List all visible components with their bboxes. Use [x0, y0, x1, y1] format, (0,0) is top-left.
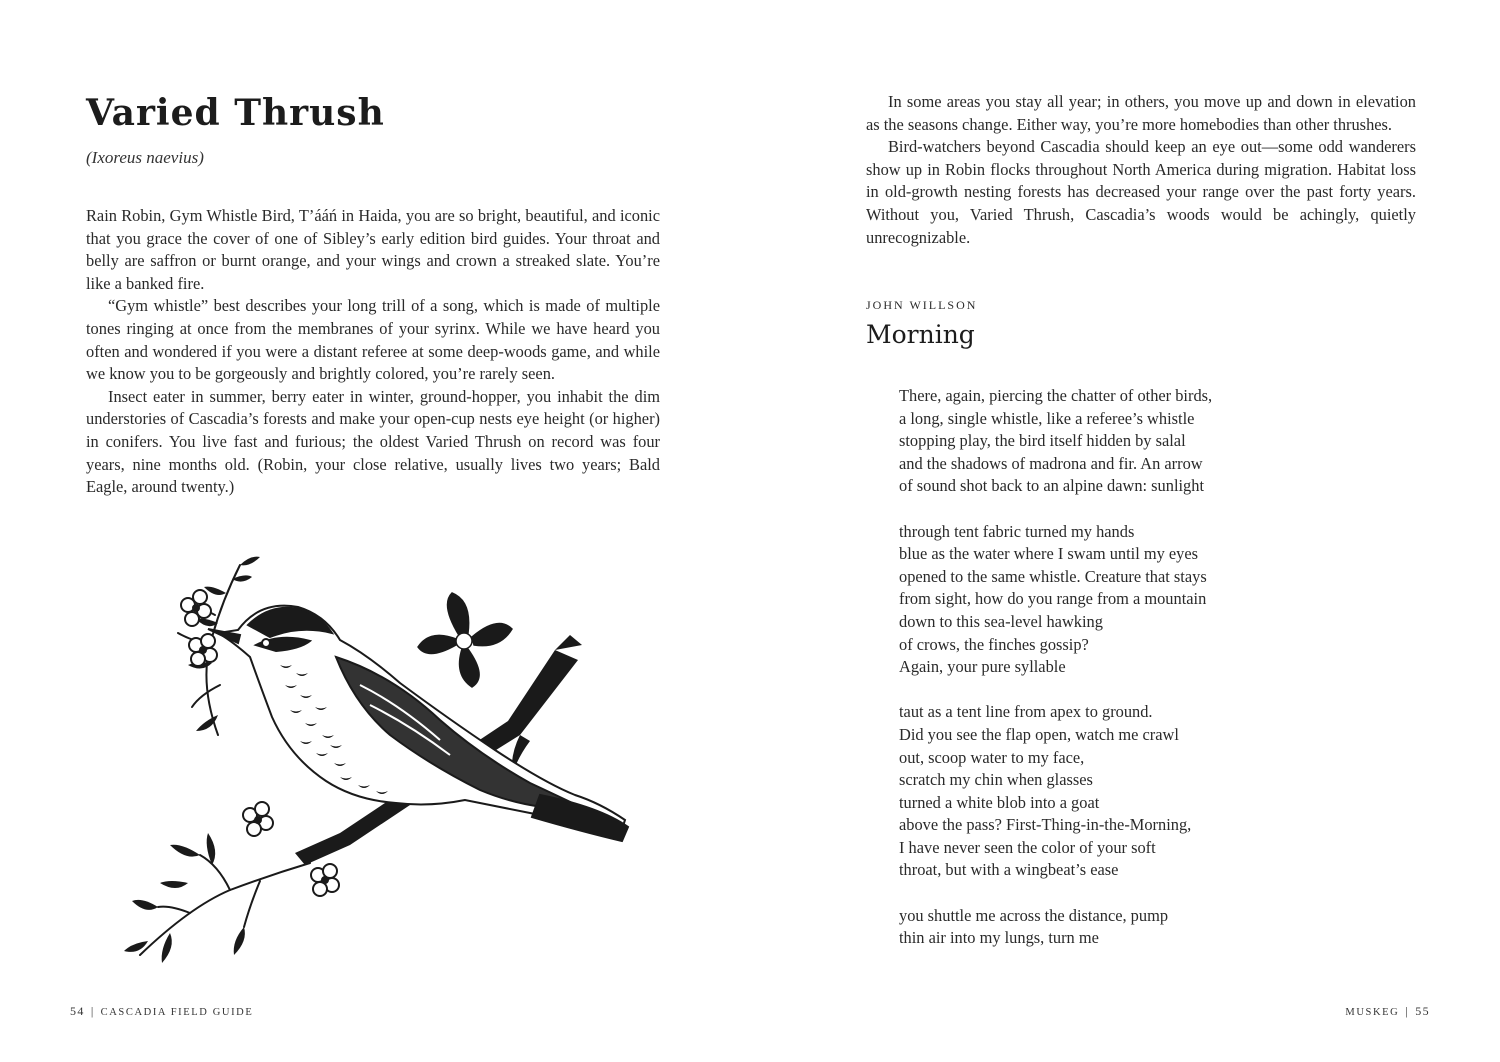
poem-stanza [899, 521, 1419, 679]
leaf [170, 845, 200, 857]
poem-line: thin air into my lungs, turn me [899, 928, 1099, 948]
poem-line: I have never seen the color of your soft [899, 837, 1156, 857]
poem-line: turned a white blob into a goat [899, 792, 1100, 812]
leaf [234, 927, 245, 955]
poem-body [899, 385, 1419, 972]
poem-stanza [899, 905, 1419, 950]
species-description-continued [866, 91, 1416, 249]
poem-line: you shuttle me across the distance, pump [899, 905, 1169, 925]
poem-line: opened to the same whistle. Creature that stays [899, 566, 1207, 586]
leaf [160, 881, 188, 888]
poem-line: taut as a tent line from apex to ground. [899, 702, 1153, 722]
poem-line: Did you see the flap open, watch me crawl [899, 724, 1179, 744]
poem-line: stopping play, the bird itself hidden by salal [899, 431, 1186, 451]
thrush-illustration [100, 545, 640, 985]
poem-line: of sound shot back to an alpine dawn: sunlight [899, 476, 1205, 496]
poem-line: scratch my chin when glasses [899, 770, 1093, 790]
poem-stanza [899, 701, 1419, 882]
poem-line: a long, single whistle, like a referee’s whistle [899, 408, 1195, 428]
running-head: MUSKEG [1345, 1007, 1400, 1018]
poem-line: through tent fabric turned my hands [899, 521, 1135, 541]
poem-line: above the pass? First-Thing-in-the-Morning, [899, 815, 1192, 835]
poem-line: Again, your pure syllable [899, 657, 1066, 677]
paragraph: In some areas you stay all year; in others, you move up and down in elevation as the seasons change. Either way, you’re more homebodies than other thrushes. [866, 92, 1416, 134]
page-number: 55 [1415, 1004, 1430, 1018]
species-description [86, 205, 660, 499]
left-footer [70, 1004, 253, 1019]
latin-name: (Ixoreus naevius) [86, 148, 204, 167]
poem-line: of crows, the finches gossip? [899, 634, 1089, 654]
leaf [162, 933, 172, 963]
poem-author: JOHN WILLSON [866, 298, 978, 312]
paragraph: Bird-watchers beyond Cascadia should keep an eye out—some odd wanderers show up in Robin flocks throughout North America during migration. Habitat loss in old-growth nesting forests has decreased your range over the past forty years. Without you, Varied Thrush, Cascadia’s woods would be achingly, quietly unrecognizable. [866, 137, 1416, 247]
sprig-stem [140, 863, 310, 955]
right-footer [1345, 1004, 1430, 1019]
page-title: Varied Thrush [86, 92, 385, 134]
flower-cluster [181, 590, 217, 666]
page-number: 54 [70, 1004, 85, 1018]
poem-stanza [899, 385, 1419, 498]
footer-separator: | [1405, 1004, 1410, 1018]
large-flower [418, 593, 512, 687]
poem-line: blue as the water where I swam until my eyes [899, 544, 1199, 564]
leaf [240, 557, 260, 566]
running-head: CASCADIA FIELD GUIDE [100, 1007, 254, 1018]
poem-line: There, again, piercing the chatter of other birds, [899, 386, 1213, 405]
paragraph: Rain Robin, Gym Whistle Bird, T’ááń in Haida, you are so bright, beautiful, and iconic that you grace the cover of one of Sibley’s early edition bird guides. Your throat and belly are saffron or burnt orange, and your wings and crown a streaked slate. You’re like a banked fire. [86, 206, 660, 293]
poem-line: down to this sea-level hawking [899, 611, 1103, 631]
poem-line: and the shadows of madrona and fir. An arrow [899, 453, 1203, 473]
paragraph: Insect eater in summer, berry eater in winter, ground-hopper, you inhabit the dim understories of Cascadia’s forests and make your open-cup nests eye height (or higher) in conifers. You live fast and furious; the oldest Varied Thrush on record was four years, nine months old. (Robin, your close relative, usually lives two years; Bald Eagle, around twenty.) [86, 386, 660, 497]
paragraph: “Gym whistle” best describes your long trill of a song, which is made of multiple tones ringing at once from the membranes of your syrinx. While we have heard you often and wondered if you were a distant referee at some deep-woods game, and while we know you to be gorgeously and brightly colored, you’re rarely seen. [86, 296, 660, 384]
poem-title: Morning [866, 320, 975, 349]
footer-separator: | [90, 1004, 95, 1018]
poem-line: throat, but with a wingbeat’s ease [899, 860, 1119, 880]
right-page [750, 0, 1500, 1062]
poem-line: from sight, how do you range from a mountain [899, 589, 1207, 609]
leaf [132, 900, 158, 910]
poem-line: out, scoop water to my face, [899, 747, 1085, 767]
